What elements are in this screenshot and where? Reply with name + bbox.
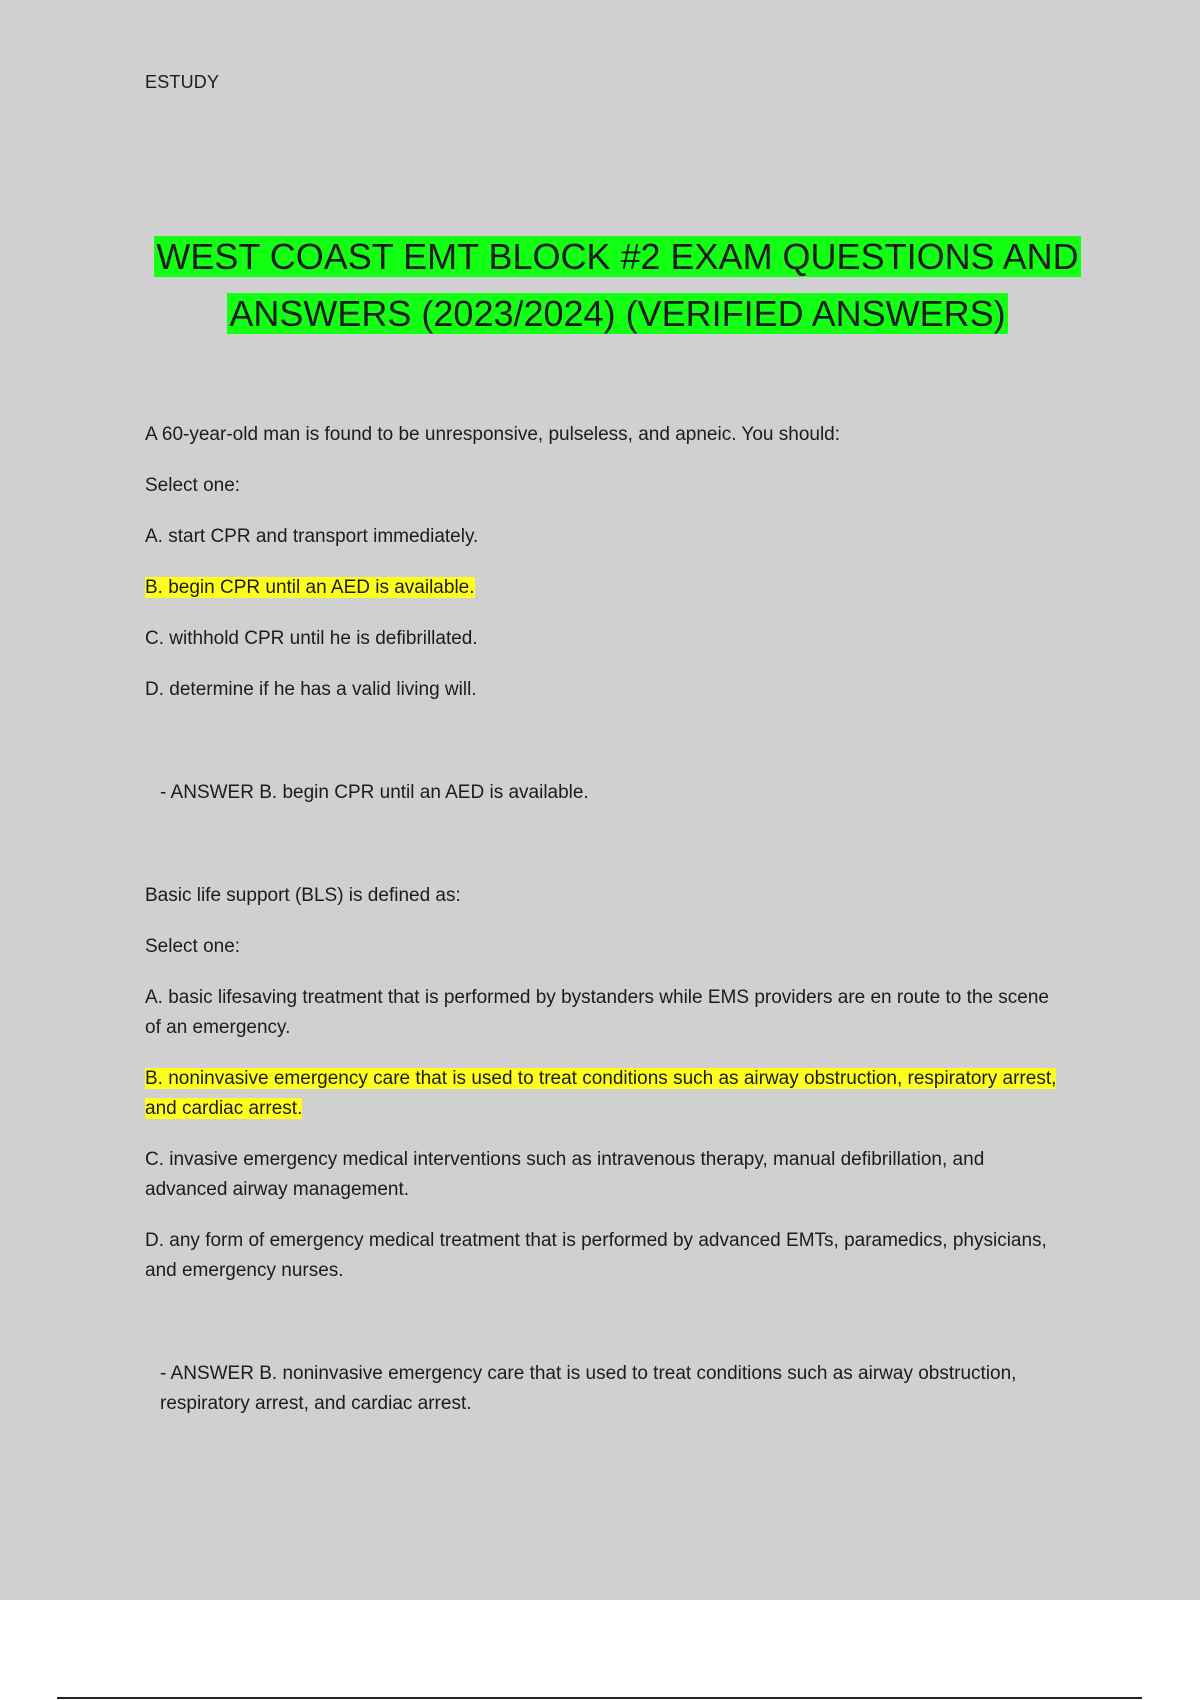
option-d — [145, 1226, 1070, 1286]
header-brand: ESTUDY — [145, 72, 220, 92]
option-a — [145, 983, 1070, 1043]
question-1 — [145, 420, 1070, 808]
option-c — [145, 624, 1070, 654]
option-c — [145, 1145, 1070, 1205]
option-text: A. start CPR and transport immediately. — [145, 526, 479, 547]
question-stem: A 60-year-old man is found to be unresponsive, pulseless, and apneic. You should: — [145, 424, 841, 445]
highlighted-option-text: B. begin CPR until an AED is available. — [145, 577, 475, 598]
option-text: A. basic lifesaving treatment that is performed by bystanders while EMS providers are en route to the scene of an emergency. — [145, 987, 1050, 1038]
option-a — [145, 522, 1070, 552]
select-prompt: Select one: — [145, 475, 241, 496]
option-d — [145, 675, 1070, 705]
option-text: D. determine if he has a valid living will. — [145, 679, 477, 700]
question-list — [145, 420, 1070, 1440]
option-text: D. any form of emergency medical treatment that is performed by advanced EMTs, paramedics, physicians, and emergency nurses. — [145, 1230, 1047, 1281]
footer-divider — [57, 1697, 1142, 1699]
question-stem: Basic life support (BLS) is defined as: — [145, 885, 461, 906]
option-text: C. withhold CPR until he is defibrillated. — [145, 628, 478, 649]
answer-line: - ANSWER B. begin CPR until an AED is available. — [160, 782, 589, 803]
option-b-correct — [145, 1064, 1070, 1124]
document-title — [150, 228, 1085, 342]
question-2 — [145, 881, 1070, 1419]
title-line-2: ANSWERS (2023/2024) (VERIFIED ANSWERS) — [229, 293, 1006, 334]
option-b-correct — [145, 573, 1070, 603]
title-line-1: WEST COAST EMT BLOCK #2 EXAM QUESTIONS AND — [156, 236, 1079, 277]
option-text: C. invasive emergency medical interventions such as intravenous therapy, manual defibrillation, and advanced airway management. — [145, 1149, 985, 1200]
select-prompt: Select one: — [145, 936, 241, 957]
highlighted-option-text: B. noninvasive emergency care that is used to treat conditions such as airway obstruction, respiratory arrest, and cardiac arrest. — [145, 1068, 1057, 1119]
answer-line: - ANSWER B. noninvasive emergency care that is used to treat conditions such as airway obstruction, respiratory arrest, and cardiac arrest. — [160, 1363, 1017, 1414]
